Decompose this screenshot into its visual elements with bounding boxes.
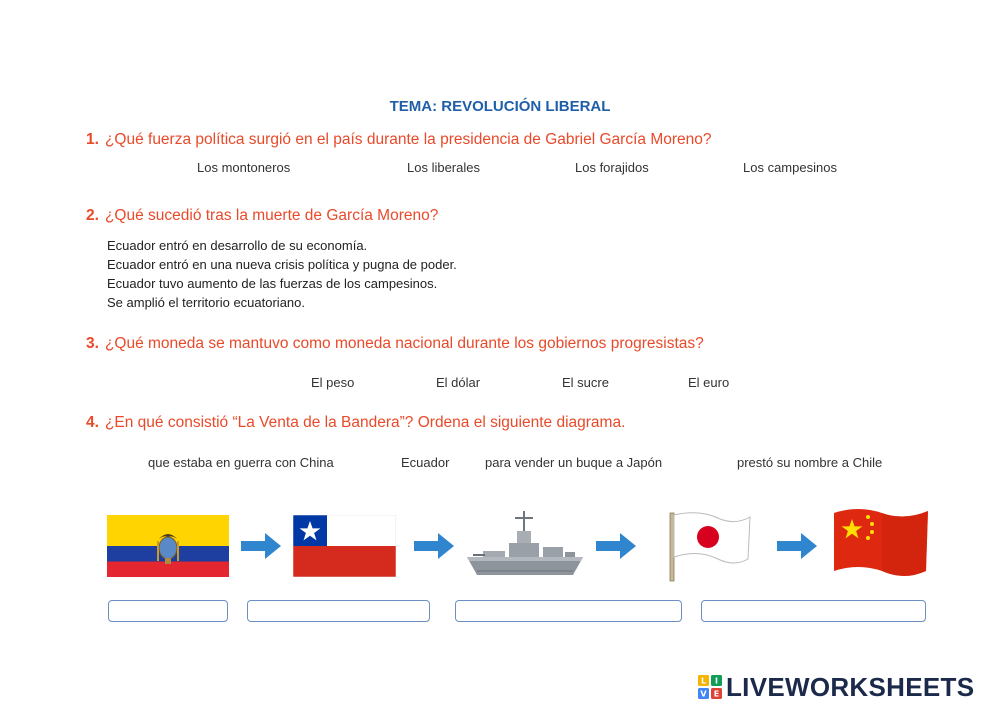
q3-option-peso[interactable]: El peso bbox=[311, 375, 355, 390]
liveworksheets-logo-icon bbox=[698, 675, 722, 699]
q1-option-liberales[interactable]: Los liberales bbox=[407, 160, 480, 175]
arrow-right-icon bbox=[241, 533, 281, 559]
answer-box-3[interactable] bbox=[455, 600, 682, 622]
japan-flag bbox=[660, 507, 752, 583]
question-4-text: ¿En qué consistió “La Venta de la Bandera”? Ordena el siguiente diagrama. bbox=[104, 414, 626, 431]
warship-icon bbox=[465, 505, 585, 580]
question-2 bbox=[86, 207, 438, 225]
q3-option-sucre[interactable]: El sucre bbox=[562, 375, 609, 390]
q1-option-forajidos[interactable]: Los forajidos bbox=[575, 160, 649, 175]
liveworksheets-logo bbox=[698, 672, 974, 702]
q1-option-montoneros[interactable]: Los montoneros bbox=[197, 160, 291, 175]
page-title: TEMA: REVOLUCIÓN LIBERAL bbox=[389, 98, 611, 115]
question-2-text: ¿Qué sucedió tras la muerte de García Moreno? bbox=[104, 207, 439, 224]
arrow-right-icon bbox=[777, 533, 817, 559]
question-1-text: ¿Qué fuerza política surgió en el país durante la presidencia de Gabriel García Moreno? bbox=[104, 131, 712, 148]
question-1-number: 1. bbox=[86, 131, 99, 148]
chile-flag bbox=[293, 515, 396, 577]
question-2-number: 2. bbox=[86, 207, 99, 224]
question-3-text: ¿Qué moneda se mantuvo como moneda nacional durante los gobiernos progresistas? bbox=[104, 335, 704, 352]
q2-option-campesinos[interactable]: Ecuador tuvo aumento de las fuerzas de los campesinos. bbox=[107, 276, 438, 291]
logo-text: LIVEWORKSHEETS bbox=[726, 672, 975, 702]
logo-tile-l: L bbox=[700, 676, 707, 686]
arrow-right-icon bbox=[414, 533, 454, 559]
fragment-guerra-china[interactable]: que estaba en guerra con China bbox=[148, 455, 334, 470]
question-3-number: 3. bbox=[86, 335, 99, 352]
q3-option-euro[interactable]: El euro bbox=[688, 375, 730, 390]
answer-box-2[interactable] bbox=[247, 600, 430, 622]
answer-box-4[interactable] bbox=[701, 600, 926, 622]
logo-tile-i: I bbox=[715, 676, 718, 686]
answer-box-1[interactable] bbox=[108, 600, 228, 622]
question-1 bbox=[86, 131, 712, 149]
q2-option-economia[interactable]: Ecuador entró en desarrollo de su economía. bbox=[107, 238, 368, 253]
ecuador-flag bbox=[107, 515, 229, 577]
logo-tile-e: E bbox=[713, 689, 720, 699]
q1-option-campesinos[interactable]: Los campesinos bbox=[743, 160, 837, 175]
fragment-nombre-chile[interactable]: prestó su nombre a Chile bbox=[737, 455, 883, 470]
question-4 bbox=[86, 414, 625, 432]
fragment-vender-buque[interactable]: para vender un buque a Japón bbox=[485, 455, 663, 470]
q2-option-crisis[interactable]: Ecuador entró en una nueva crisis política y pugna de poder. bbox=[107, 257, 457, 272]
fragment-ecuador[interactable]: Ecuador bbox=[401, 455, 450, 470]
arrow-right-icon bbox=[596, 533, 636, 559]
question-4-number: 4. bbox=[86, 414, 99, 431]
q2-option-territorio[interactable]: Se amplió el territorio ecuatoriano. bbox=[107, 295, 305, 310]
q3-option-dolar[interactable]: El dólar bbox=[436, 375, 481, 390]
question-3 bbox=[86, 335, 704, 353]
logo-tile-v: V bbox=[700, 689, 707, 699]
china-flag bbox=[832, 505, 930, 581]
